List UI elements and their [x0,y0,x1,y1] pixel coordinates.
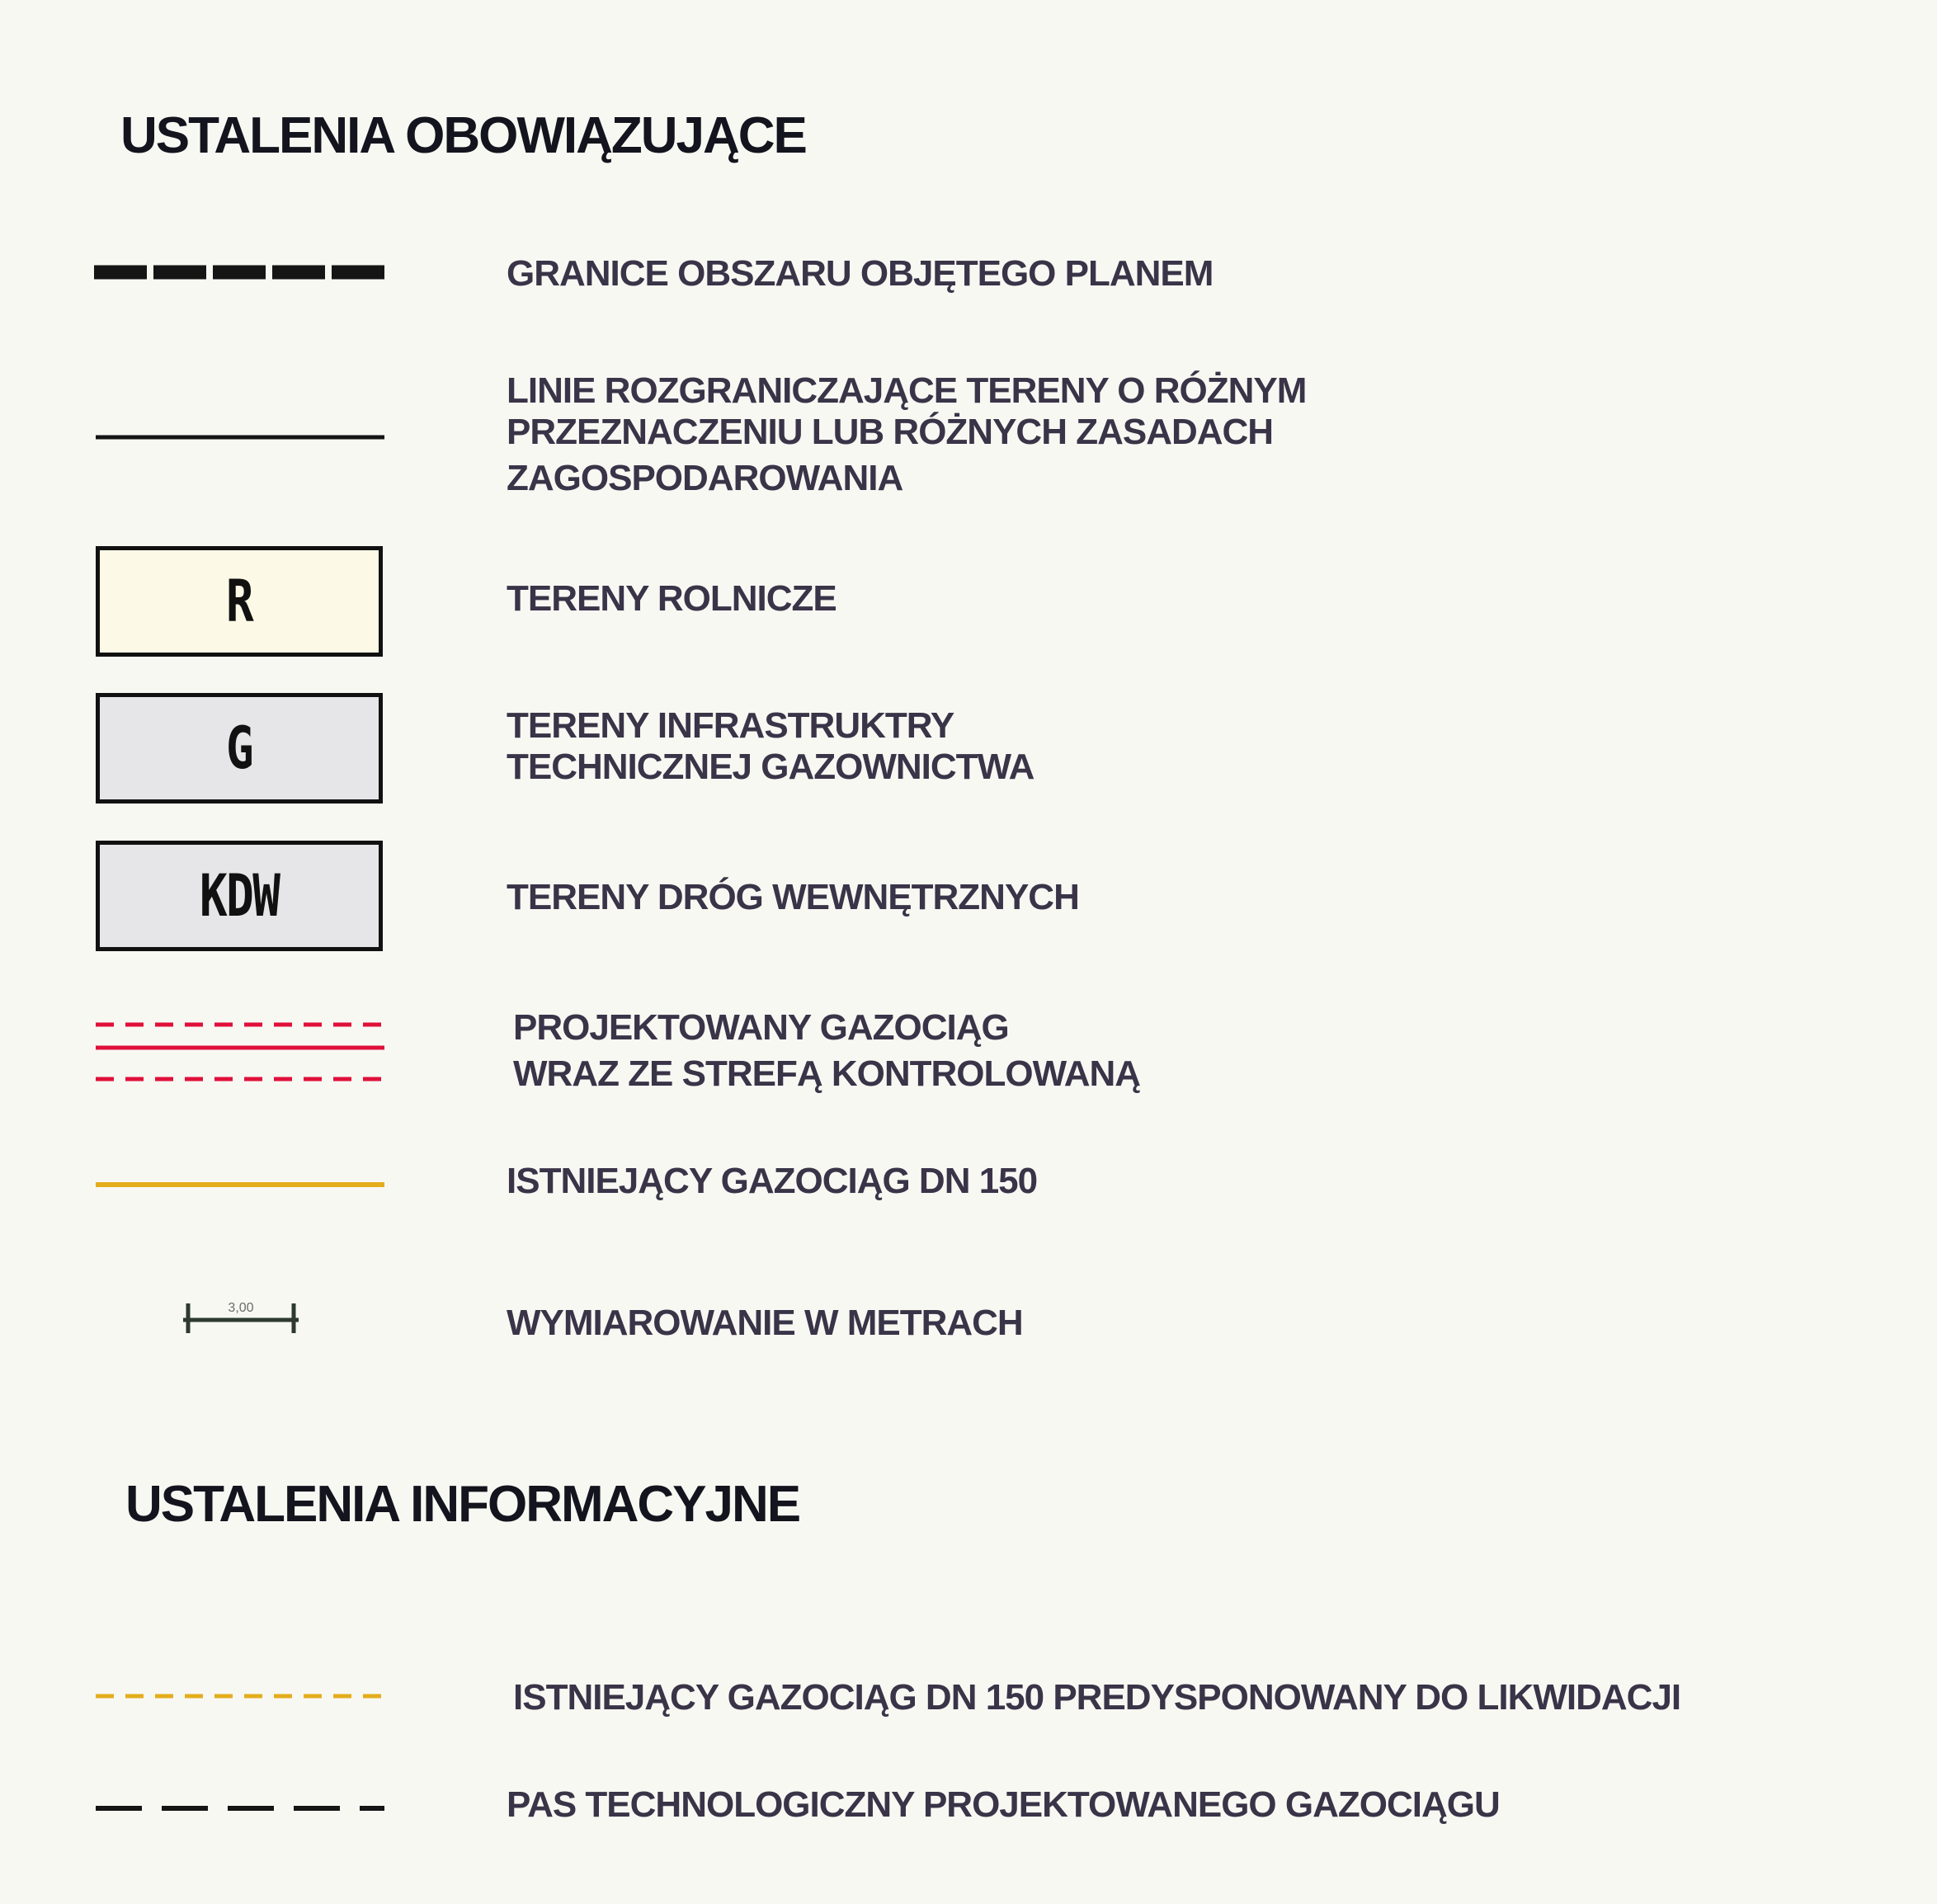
existing-pipeline-label: ISTNIEJĄCY GAZOCIĄG DN 150 [507,1161,1038,1201]
dimension-sample-value: 3,00 [228,1301,254,1315]
dimension-symbol [180,1294,304,1335]
planned-pipeline-label: PROJEKTOWANY GAZOCIĄG WRAZ ZE STREFĄ KONTROLOWANĄ [513,1007,1141,1094]
dividing-line-symbol [94,429,391,445]
dividing-lines-label: LINIE ROZGRANICZAJĄCE TERENY O RÓŻNYM PRZEZNACZENIU LUB RÓŻNYCH ZASADACH ZAGOSPODAROWANIA [507,370,1307,498]
gas-infrastructure-swatch [96,693,383,804]
gas-infrastructure-label: TERENY INFRASTRUKTRY TECHNICZNEJ GAZOWNICTWA [507,705,1034,787]
existing-pipeline-symbol [94,1176,391,1193]
plan-boundary-label: GRANICE OBSZARU OBJĘTEGO PLANEM [507,253,1214,294]
section-title-obligatory: USTALENIA OBOWIĄZUJĄCE [120,107,806,164]
plan-boundary-symbol [91,256,396,289]
agricultural-code: R [225,568,253,635]
planned-pipeline-symbol [94,1013,391,1079]
internal-roads-label: TERENY DRÓG WEWNĘTRZNYCH [507,877,1079,917]
dimensioning-label: WYMIAROWANIE W METRACH [507,1303,1023,1343]
pipeline-to-remove-label: ISTNIEJĄCY GAZOCIĄG DN 150 PREDYSPONOWANY DO LIKWIDACJI [513,1677,1681,1718]
technology-strip-symbol [94,1800,391,1817]
internal-roads-swatch [96,841,383,951]
gas-infrastructure-code: G [225,714,253,782]
pipeline-to-remove-symbol [94,1688,391,1704]
agricultural-swatch [96,546,383,657]
section-title-informative: USTALENIA INFORMACYJNE [125,1476,800,1533]
agricultural-label: TERENY ROLNICZE [507,578,837,619]
internal-roads-code: KDW [199,862,280,930]
technology-strip-label: PAS TECHNOLOGICZNY PROJEKTOWANEGO GAZOCIĄGU [507,1784,1500,1825]
